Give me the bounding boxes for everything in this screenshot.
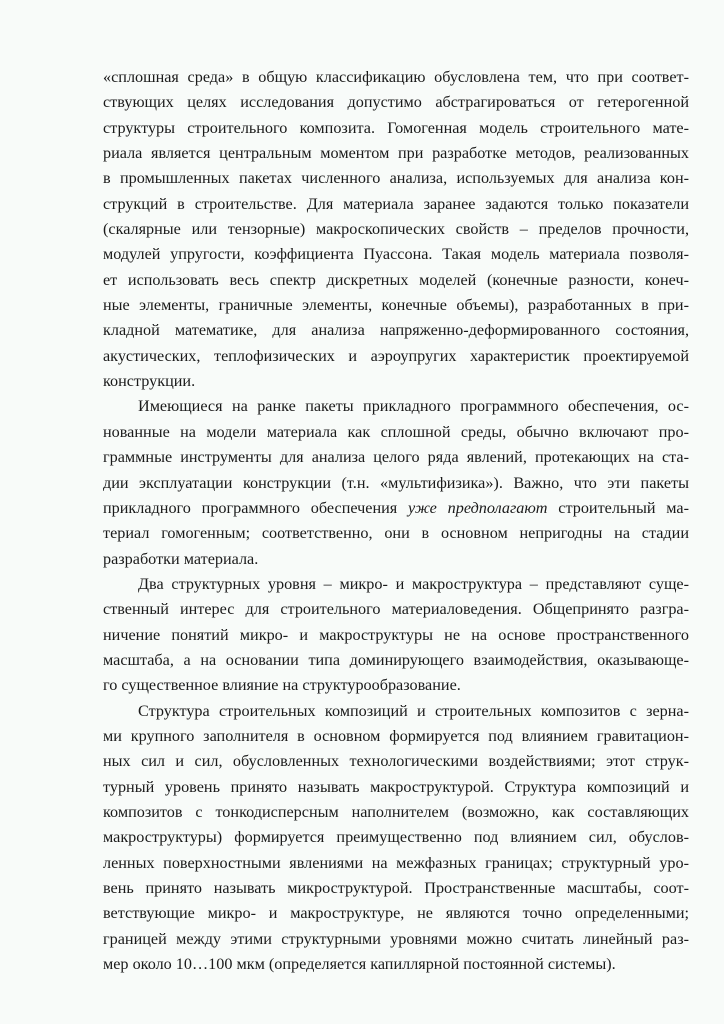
text-line: акустических, теплофизических и аэроупругих характеристик проектируемой (103, 346, 689, 365)
text-line: ветствующие микро- и макроструктуре, не являются точно определенными; (103, 904, 689, 923)
text-line: ственный интерес для строительного материаловедения. Общепринято разгра- (103, 600, 689, 619)
text-line: (скалярные или тензорные) макроскопических свойств – пределов прочности, (103, 220, 689, 239)
text-line: модулей упругости, коэффициента Пуассона. Такая модель материала позволя- (103, 245, 689, 264)
text-line: Имеющиеся на ранке пакеты прикладного программного обеспечения, ос- (138, 397, 689, 416)
text-line: ствующих целях исследования допустимо абстрагироваться от гетерогенной (103, 93, 689, 112)
text-line: «сплошная среда» в общую классификацию обусловлена тем, что при соответ- (103, 68, 689, 86)
text-line: граммные инструменты для анализа целого ряда явлений, протекающих на ста- (103, 448, 689, 467)
text-line: границей между этими структурными уровнями можно считать линейный раз- (103, 929, 689, 948)
paragraph-2 (103, 394, 689, 571)
text-line: ленных поверхностными явлениями на межфазных границах; структурный уро- (103, 853, 689, 872)
emphasis-text: уже предполагают (408, 498, 548, 517)
text-line: масштаба, а на основании типа доминирующего взаимодействия, оказывающе- (103, 650, 689, 669)
text-line: ничение понятий микро- и макроструктуры не на основе пространственного (103, 625, 689, 644)
text-line: дии эксплуатации конструкции (т.н. «мультифизика»). Важно, что эти пакеты (103, 473, 689, 492)
text-line: ные элементы, граничные элементы, конечные объемы), разработанных в при- (103, 296, 689, 315)
text-line: композитов с тонкодисперсным наполнителем (возможно, как составляющих (103, 802, 689, 821)
text-line: го существенное влияние на структурообразование. (103, 676, 461, 695)
text-line: мер около 10…100 мкм (определяется капиллярной постоянной системы). (103, 955, 616, 974)
paragraph-1 (103, 65, 689, 394)
text-segment: строительный ма- (547, 498, 689, 517)
text-line: териал гомогенным; соответственно, они в основном непригодны на стадии (103, 524, 689, 543)
text-line: в промышленных пакетах численного анализа, используемых для анализа кон- (103, 169, 689, 188)
text-line: турный уровень принято называть макроструктурой. Структура композиций и (103, 777, 689, 796)
text-line: структуры строительного композита. Гомогенная модель строительного мате- (103, 118, 689, 137)
text-line: Два структурных уровня – микро- и макроструктура – представляют суще- (138, 574, 689, 593)
paragraph-3 (103, 572, 689, 699)
text-segment: прикладного программного обеспечения (103, 498, 409, 517)
text-line: риала является центральным моментом при разработке методов, реализованных (103, 144, 689, 163)
text-line: разработки материала. (103, 549, 259, 568)
text-line: нованные на модели материала как сплошной среды, обычно включают про- (103, 422, 689, 441)
text-line: кладной математике, для анализа напряженно-деформированного состояния, (103, 321, 689, 340)
text-line: конструкции. (103, 372, 196, 391)
text-line: струкций в строительстве. Для материала заранее задаются только показатели (103, 194, 689, 213)
text-line (103, 496, 689, 521)
text-line: ных сил и сил, обусловленных технологическими воздействиями; этот струк- (103, 752, 689, 771)
text-line: Структура строительных композиций и строительных композитов с зерна- (138, 701, 689, 720)
text-line: ет использовать весь спектр дискретных моделей (конечные разности, конеч- (103, 270, 689, 289)
text-line: макроструктуры) формируется преимущественно под влиянием сил, обуслов- (103, 828, 689, 847)
text-line: ми крупного заполнителя в основном формируется под влиянием гравитацион- (103, 726, 689, 745)
text-line: вень принято называть микроструктурой. Пространственные масштабы, соот- (103, 879, 689, 897)
document-page (103, 65, 689, 977)
paragraph-4 (103, 699, 689, 978)
